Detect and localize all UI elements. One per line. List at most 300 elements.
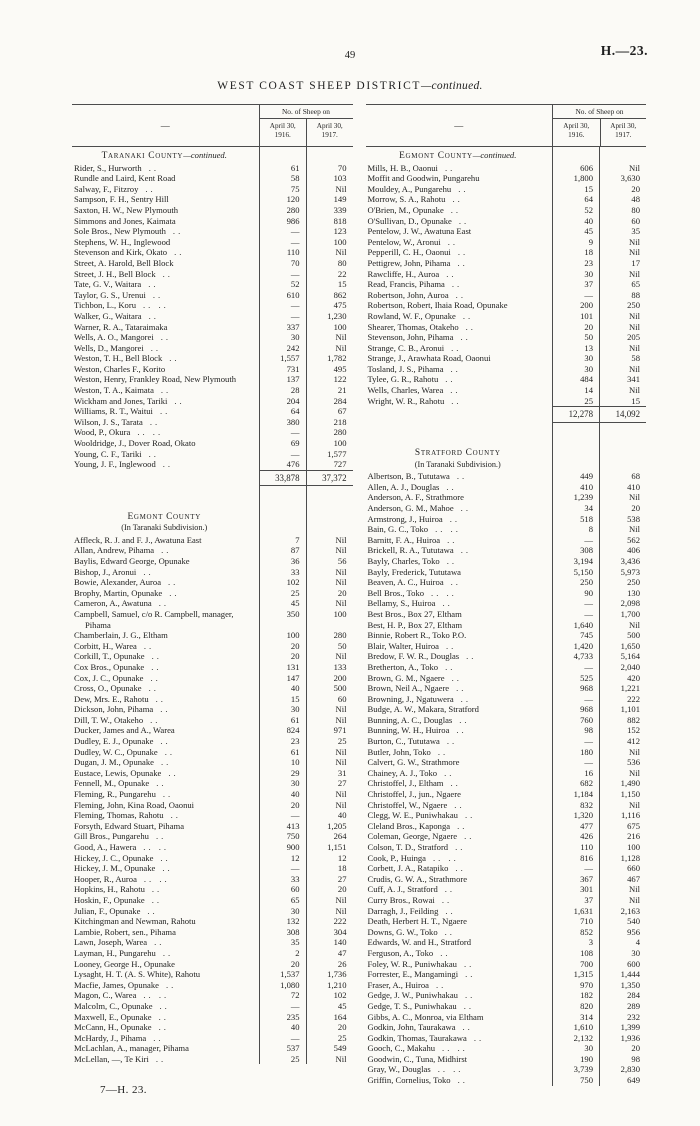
entry-name: Godkin, Thomas, Taurakawa .. — [367, 1032, 485, 1043]
sheep-count-1917: Nil — [599, 237, 646, 248]
sheep-count-1916: — — [259, 1001, 306, 1012]
sheep-count-1916: 36 — [259, 556, 306, 567]
sheep-count-1917: 540 — [599, 916, 646, 927]
sheep-count-1916: — — [259, 427, 306, 438]
number-columns-header — [259, 105, 353, 146]
table-row — [366, 969, 647, 980]
sheep-count-1917: Nil — [599, 385, 646, 396]
sheep-count-1917: 1,210 — [306, 980, 353, 991]
table-row — [366, 396, 647, 407]
sheep-count-1916: 90 — [552, 588, 599, 599]
entry-name: Morrow, S. A., Rahotu .. — [367, 194, 463, 205]
sheep-count-1917: 15 — [599, 396, 646, 407]
sheep-count-1916: 410 — [552, 482, 599, 493]
sheep-count-1917: 339 — [306, 205, 353, 216]
sheep-count-1917: 304 — [306, 927, 353, 938]
entry-name: Bellamy, S., Huiroa .. — [367, 598, 453, 609]
table-row — [72, 641, 353, 652]
dot-leader: .. — [444, 884, 456, 895]
sheep-count-1917: 536 — [599, 757, 646, 768]
sheep-count-1917: Nil — [599, 800, 646, 811]
sheep-count-1917: 26 — [306, 959, 353, 970]
sheep-count-1917: Nil — [306, 598, 353, 609]
table-row — [366, 503, 647, 514]
sheep-count-1917: 538 — [599, 514, 646, 525]
sheep-count-1916: 1,420 — [552, 641, 599, 652]
sheep-count-1917: 65 — [599, 279, 646, 290]
entry-name: Cook, P., Huinga .. .. — [367, 852, 459, 863]
sheep-count-1917: Nil — [599, 747, 646, 758]
name-column-header: — — [160, 120, 170, 131]
sheep-count-1917: 280 — [306, 427, 353, 438]
table-row — [366, 364, 647, 375]
entry-name: Dudley, W. C., Opunake .. — [74, 746, 175, 757]
entry-name — [72, 497, 259, 508]
entry-name: Stevenson, John, Pihama .. — [367, 332, 471, 343]
table-row — [72, 757, 353, 768]
sheep-count-1917: Nil — [306, 789, 353, 800]
sheep-count-1916: 250 — [552, 577, 599, 588]
sheep-count-1917: 549 — [306, 1043, 353, 1054]
dot-leader: .. — [458, 183, 469, 194]
sheep-count-1917: 14,092 — [599, 406, 646, 423]
sheep-count-1917: 58 — [599, 353, 646, 364]
dot-leader: .. — [444, 926, 455, 937]
sheep-count-1917: Nil — [306, 184, 353, 195]
entry-name: Bain, G. C., Toko .. .. — [367, 524, 461, 535]
sheep-count-1917: Nil — [306, 747, 353, 758]
table-row — [72, 535, 353, 546]
dot-leader: .. — [460, 693, 471, 704]
sheep-count-1916: 1,640 — [552, 620, 599, 631]
entry-name: Fleming, Thomas, Rahotu .. — [74, 810, 181, 821]
sheep-count-1916: 23 — [259, 736, 306, 747]
sheep-count-1917: 100 — [306, 609, 353, 630]
sheep-count-1917: 232 — [599, 1012, 646, 1023]
table-row — [72, 662, 353, 673]
table-row — [366, 205, 647, 216]
sheep-count-1916: 1,320 — [552, 810, 599, 821]
dot-leader: .. — [451, 342, 462, 353]
sheep-count-1916: 70 — [259, 258, 306, 269]
entry-name: Albertson, B., Tututawa .. — [367, 471, 468, 482]
sheep-count-1916: — — [259, 1033, 306, 1044]
entry-name: Gill Bros., Pungarehu .. — [74, 831, 167, 842]
table-row — [72, 948, 353, 959]
entry-name: Magon, C., Warea .. .. — [74, 990, 170, 1001]
table-row — [366, 641, 647, 652]
sheep-count-1916: 413 — [259, 821, 306, 832]
sheep-count-1916: 337 — [259, 322, 306, 333]
sheep-count-1916: 120 — [259, 194, 306, 205]
entry-name: Lysaght, H. T. (A. S. White), Rahotu — [74, 969, 201, 980]
column-header-1916: April 30, 1916. — [269, 122, 296, 139]
table-row — [366, 184, 647, 195]
sheep-count-1916: 25 — [552, 396, 599, 407]
entry-name: Barnitt, F. A., Huiroa .. — [367, 534, 458, 545]
entry-name: Eustace, Lewis, Opunake .. — [74, 767, 179, 778]
entry-name: McLellan, —, Te Kiri .. — [74, 1053, 167, 1064]
entry-name: Young, C. F., Tariki .. — [74, 448, 159, 459]
sheep-count-1916: 710 — [552, 916, 599, 927]
entry-name: Robertson, John, Auroa .. — [367, 289, 466, 300]
dot-leader: .. .. — [143, 873, 170, 884]
sheep-count-1916: 87 — [259, 545, 306, 556]
sheep-count-1916: 132 — [259, 916, 306, 927]
table-row — [72, 237, 353, 248]
sheep-count-1917: 40 — [306, 810, 353, 821]
sheep-count-1917: 67 — [306, 406, 353, 417]
sheep-count-1916: 9 — [552, 237, 599, 248]
sheep-count-1917 — [306, 508, 353, 524]
sheep-count-1917: Nil — [306, 567, 353, 578]
sheep-count-1917: 98 — [599, 1054, 646, 1065]
sheep-count-1917: 4 — [599, 937, 646, 948]
table-row — [72, 322, 353, 333]
section-spacer — [366, 433, 647, 444]
entry-name: Bredow, F. W. R., Douglas .. — [367, 651, 477, 662]
table-row — [366, 906, 647, 917]
entry-name: Cox Bros., Opunake .. — [74, 661, 162, 672]
sheep-count-1917: 133 — [306, 662, 353, 673]
sheep-count-1917: 1,577 — [306, 449, 353, 460]
sheep-count-1917: Nil — [599, 343, 646, 354]
sheep-count-1916: 61 — [259, 163, 306, 174]
sheep-count-1916: 5,150 — [552, 567, 599, 578]
table-row — [366, 258, 647, 269]
date-headers — [260, 119, 353, 146]
sheep-count-1916: 137 — [259, 374, 306, 385]
sheep-count-1917: 123 — [306, 226, 353, 237]
table-row — [72, 683, 353, 694]
sheep-count-1917: 818 — [306, 216, 353, 227]
sheep-count-1917: 410 — [599, 482, 646, 493]
sheep-count-1916: 50 — [552, 332, 599, 343]
entry-name: Bunning, W. H., Huiroa .. — [367, 725, 467, 736]
sheep-count-1917: 48 — [599, 194, 646, 205]
sheep-count-1916: — — [552, 863, 599, 874]
entry-name: Kitchingman and Newman, Rahotu — [74, 916, 196, 927]
entry-name: Wells, Charles, Warea .. — [367, 385, 461, 396]
entry-name: Williams, R. T., Waitui .. — [74, 406, 171, 417]
table-row — [72, 300, 353, 311]
sheep-count-1917: 1,490 — [599, 778, 646, 789]
sheep-count-1916: 8 — [552, 524, 599, 535]
sheep-count-1917: 649 — [599, 1075, 646, 1086]
table-row — [72, 459, 353, 470]
entry-name: Clegg, W. E., Puniwhakau .. — [367, 810, 476, 821]
dot-leader: .. — [457, 257, 468, 268]
table-row — [72, 980, 353, 991]
table-row — [72, 311, 353, 322]
sheep-count-1917: 17 — [599, 258, 646, 269]
sheep-count-1917: 2,163 — [599, 906, 646, 917]
table-row — [72, 895, 353, 906]
dot-leader: .. — [441, 894, 453, 905]
sheep-count-1916: 37 — [552, 279, 599, 290]
sheep-count-1916: 2 — [259, 948, 306, 959]
dot-leader: .. — [444, 767, 455, 778]
table-row — [72, 1022, 353, 1033]
sheep-count-1917: 102 — [306, 990, 353, 1001]
sheep-count-1917 — [599, 433, 646, 444]
entry-name: Browning, J., Ngatuwera .. — [367, 693, 471, 704]
dot-leader: .. — [158, 598, 170, 609]
entry-name: Cross, O., Opunake .. — [74, 683, 159, 694]
entry-name: Ferguson, A., Toko .. — [367, 947, 451, 958]
sheep-count-1917: 1,736 — [306, 969, 353, 980]
entry-name: Shearer, Thomas, Otakeho .. — [367, 321, 476, 332]
table-row — [72, 205, 353, 216]
sheep-count-1917: 1,936 — [599, 1033, 646, 1044]
sheep-count-1917: 205 — [599, 332, 646, 343]
sheep-count-1916: 52 — [259, 279, 306, 290]
entry-name: Gray, W., Douglas .. .. — [367, 1064, 464, 1075]
section-heading-row — [366, 147, 647, 163]
dot-leader: .. — [148, 310, 159, 321]
sheep-count-1916: 15 — [259, 694, 306, 705]
table-row — [72, 884, 353, 895]
sheep-count-1917: Nil — [599, 620, 646, 631]
dot-leader: .. — [150, 672, 161, 683]
dot-leader: .. — [169, 587, 180, 598]
sheep-count-1917 — [599, 444, 646, 460]
sheep-count-1917 — [599, 423, 646, 434]
sheep-count-1916: — — [552, 662, 599, 673]
dot-leader: .. — [463, 958, 475, 969]
sheep-count-1917: 562 — [599, 535, 646, 546]
sheep-count-1917: Nil — [306, 895, 353, 906]
entry-name: Rider, S., Hurworth .. — [74, 162, 159, 173]
sheep-count-1916: 33 — [259, 874, 306, 885]
sheep-count-1916: 45 — [552, 226, 599, 237]
table-row — [366, 237, 647, 248]
dot-leader: .. — [169, 353, 180, 364]
entry-name: Simmons and Jones, Kaimata — [74, 215, 176, 226]
sheep-count-1916: 820 — [552, 1001, 599, 1012]
sheep-count-1916 — [552, 433, 599, 444]
table-row — [72, 725, 353, 736]
sheep-count-1916: 750 — [552, 1075, 599, 1086]
sheep-count-1916: 28 — [259, 385, 306, 396]
dot-leader: .. — [161, 545, 172, 556]
entry-name: Cuff, A. J., Stratford .. — [367, 884, 456, 895]
dot-leader: .. — [452, 194, 463, 205]
sheep-count-1917: Nil — [599, 269, 646, 280]
dot-leader: .. — [170, 810, 181, 821]
entry-name: Strange, C. B., Aronui .. — [367, 342, 462, 353]
entry-name: Moffit and Goodwin, Pungarehu — [367, 173, 480, 184]
dot-leader: .. — [473, 1032, 485, 1043]
table-row — [366, 269, 647, 280]
sheep-count-1917: 467 — [599, 874, 646, 885]
sheep-count-1916: 102 — [259, 577, 306, 588]
page-footer: 7—H. 23. — [100, 1084, 147, 1096]
sheep-count-1917: 140 — [306, 937, 353, 948]
sheep-count-1916: 61 — [259, 715, 306, 726]
table-row — [366, 482, 647, 493]
sheep-count-1917: 475 — [306, 300, 353, 311]
sheep-count-1917: 100 — [306, 438, 353, 449]
table-row — [72, 374, 353, 385]
entry-name: Walker, G., Waitara .. — [74, 310, 159, 321]
table-row — [72, 874, 353, 885]
sheep-count-1916: 18 — [552, 247, 599, 258]
dot-leader: .. — [457, 247, 469, 258]
entry-name: Ducker, James and A., Warea — [74, 725, 175, 736]
entry-name: McLachlan, A., manager, Pihama — [74, 1043, 189, 1054]
section-subheading: (In Taranaki Subdivision.) — [121, 523, 208, 533]
sheep-count-1917: 5,973 — [599, 567, 646, 578]
dot-leader: .. — [145, 183, 156, 194]
sheep-count-1916: 816 — [552, 853, 599, 864]
section-subheading: (In Taranaki Subdivision.) — [414, 459, 501, 469]
sheep-count-1916: 610 — [259, 290, 306, 301]
sheep-count-1916: 20 — [259, 641, 306, 652]
table-row — [72, 609, 353, 630]
sheep-count-1917: 20 — [306, 884, 353, 895]
sheep-count-1916: 69 — [259, 438, 306, 449]
entry-name: Robertson, Robert, Ihaia Road, Opunake — [367, 300, 508, 311]
sheep-count-1916: 970 — [552, 980, 599, 991]
sheep-count-1917: 1,150 — [599, 789, 646, 800]
sheep-count-1916: — — [552, 757, 599, 768]
dot-leader: .. — [456, 725, 467, 736]
entry-name: Bowie, Alexander, Auroa .. — [74, 577, 179, 588]
dot-leader: .. — [450, 778, 461, 789]
table-row — [72, 353, 353, 364]
sheep-count-1916: 30 — [259, 704, 306, 715]
table-row — [366, 556, 647, 567]
sheep-count-1916 — [552, 423, 599, 434]
entry-name: Mills, H. B., Oaonui .. — [367, 162, 456, 173]
sheep-count-1916: — — [259, 449, 306, 460]
entry-name: Blair, Walter, Huiroa .. — [367, 640, 457, 651]
entry-name: Butler, John, Toko .. — [367, 746, 449, 757]
sheep-count-1916: 20 — [259, 651, 306, 662]
sheep-count-1916: 60 — [259, 884, 306, 895]
entry-name: Hopkins, H., Rahotu .. — [74, 884, 163, 895]
entry-name: Baylis, Edward George, Opunake — [74, 555, 190, 566]
entry-name: Stephens, W. H., Inglewood — [74, 236, 171, 247]
sheep-count-1916: 30 — [552, 1043, 599, 1054]
sheep-count-1916: 1,631 — [552, 906, 599, 917]
table-row — [72, 588, 353, 599]
sheep-count-1917 — [306, 486, 353, 497]
table-row — [366, 916, 647, 927]
sheep-count-1917: 675 — [599, 821, 646, 832]
entry-name: Wickham and Jones, Tariki .. — [74, 395, 185, 406]
dot-leader: .. — [446, 555, 457, 566]
entry-name: Julian, F., Opunake .. — [74, 905, 158, 916]
sheep-count-1917: 284 — [306, 396, 353, 407]
dot-leader: .. — [159, 1000, 170, 1011]
table-row — [72, 1001, 353, 1012]
table-row — [72, 226, 353, 237]
section-heading-row — [72, 147, 353, 163]
sheep-count-1916: 147 — [259, 673, 306, 684]
table-row — [366, 545, 647, 556]
sheep-count-1917: Nil — [306, 247, 353, 258]
sheep-count-1916 — [552, 460, 599, 472]
group-header-label: No. of Sheep on — [260, 105, 353, 119]
sheep-count-1916: 204 — [259, 396, 306, 407]
sheep-count-1916: 25 — [259, 1054, 306, 1065]
sheep-count-1916: 30 — [259, 332, 306, 343]
sheep-count-1917: 1,700 — [599, 609, 646, 620]
sheep-count-1917: 80 — [306, 258, 353, 269]
dot-leader: .. — [451, 279, 463, 290]
entry-name: Goodwin, C., Tuna, Midhirst — [367, 1053, 468, 1064]
sheep-count-1916: 682 — [552, 778, 599, 789]
sheep-count-1916: 537 — [259, 1043, 306, 1054]
entry-name: Read, Francis, Pihama .. — [367, 279, 463, 290]
sheep-count-1916: 484 — [552, 374, 599, 385]
table-row — [366, 598, 647, 609]
sheep-count-1917: 1,230 — [306, 311, 353, 322]
sheep-count-1917: 60 — [306, 694, 353, 705]
sheep-count-1916: 40 — [259, 789, 306, 800]
sheep-count-1916: 30 — [552, 364, 599, 375]
dot-leader: .. — [465, 969, 476, 980]
table-row — [366, 768, 647, 779]
sheep-count-1916: 1,537 — [259, 969, 306, 980]
entry-name: Lawn, Joseph, Warea .. — [74, 937, 165, 948]
entry-name: Hooper, R., Auroa .. .. — [74, 873, 170, 884]
dot-leader: .. — [148, 683, 159, 694]
table-row — [72, 1033, 353, 1044]
number-columns-header — [552, 105, 646, 146]
sheep-count-1917: Nil — [599, 524, 646, 535]
sheep-count-1917: 500 — [599, 630, 646, 641]
entry-name: Fleming, R., Pungarehu .. — [74, 789, 174, 800]
sheep-count-1917 — [306, 147, 353, 163]
dot-leader: .. .. — [143, 990, 170, 1001]
table-row — [366, 247, 647, 258]
sheep-count-1917: 21 — [306, 385, 353, 396]
dot-leader: .. .. — [435, 524, 461, 535]
sheep-count-1916: — — [552, 290, 599, 301]
table-row — [72, 438, 353, 449]
table-row — [72, 258, 353, 269]
entry-name: McCann, H., Opunake .. — [74, 1022, 169, 1033]
sheep-count-1917: 152 — [599, 725, 646, 736]
sheep-count-1916: 100 — [259, 630, 306, 641]
section-subheading-row — [72, 523, 353, 535]
dot-leader: .. — [460, 545, 471, 556]
after-total-spacer — [366, 423, 647, 434]
sheep-count-1917: 50 — [306, 641, 353, 652]
dot-leader: .. — [148, 162, 159, 173]
table-row — [366, 1064, 647, 1075]
sheep-count-1917: 727 — [306, 459, 353, 470]
dot-leader: .. — [162, 947, 174, 958]
dot-leader: .. — [446, 736, 458, 747]
date-headers — [553, 119, 646, 146]
section-heading: Stratford County — [414, 448, 501, 459]
entry-name: Good, A., Hawera .. .. — [74, 842, 170, 852]
sheep-count-1916: 65 — [259, 895, 306, 906]
sheep-count-1917: 35 — [599, 226, 646, 237]
table-row — [72, 279, 353, 290]
table-row — [72, 427, 353, 438]
entry-name: Weston, Henry, Frankley Road, New Plymouth — [74, 374, 237, 385]
table-row — [72, 842, 353, 853]
sheep-count-1916: — — [259, 311, 306, 322]
dot-leader: .. — [457, 820, 468, 831]
entry-name: Bretherton, A., Toko .. — [367, 661, 456, 672]
table-row — [366, 374, 647, 385]
